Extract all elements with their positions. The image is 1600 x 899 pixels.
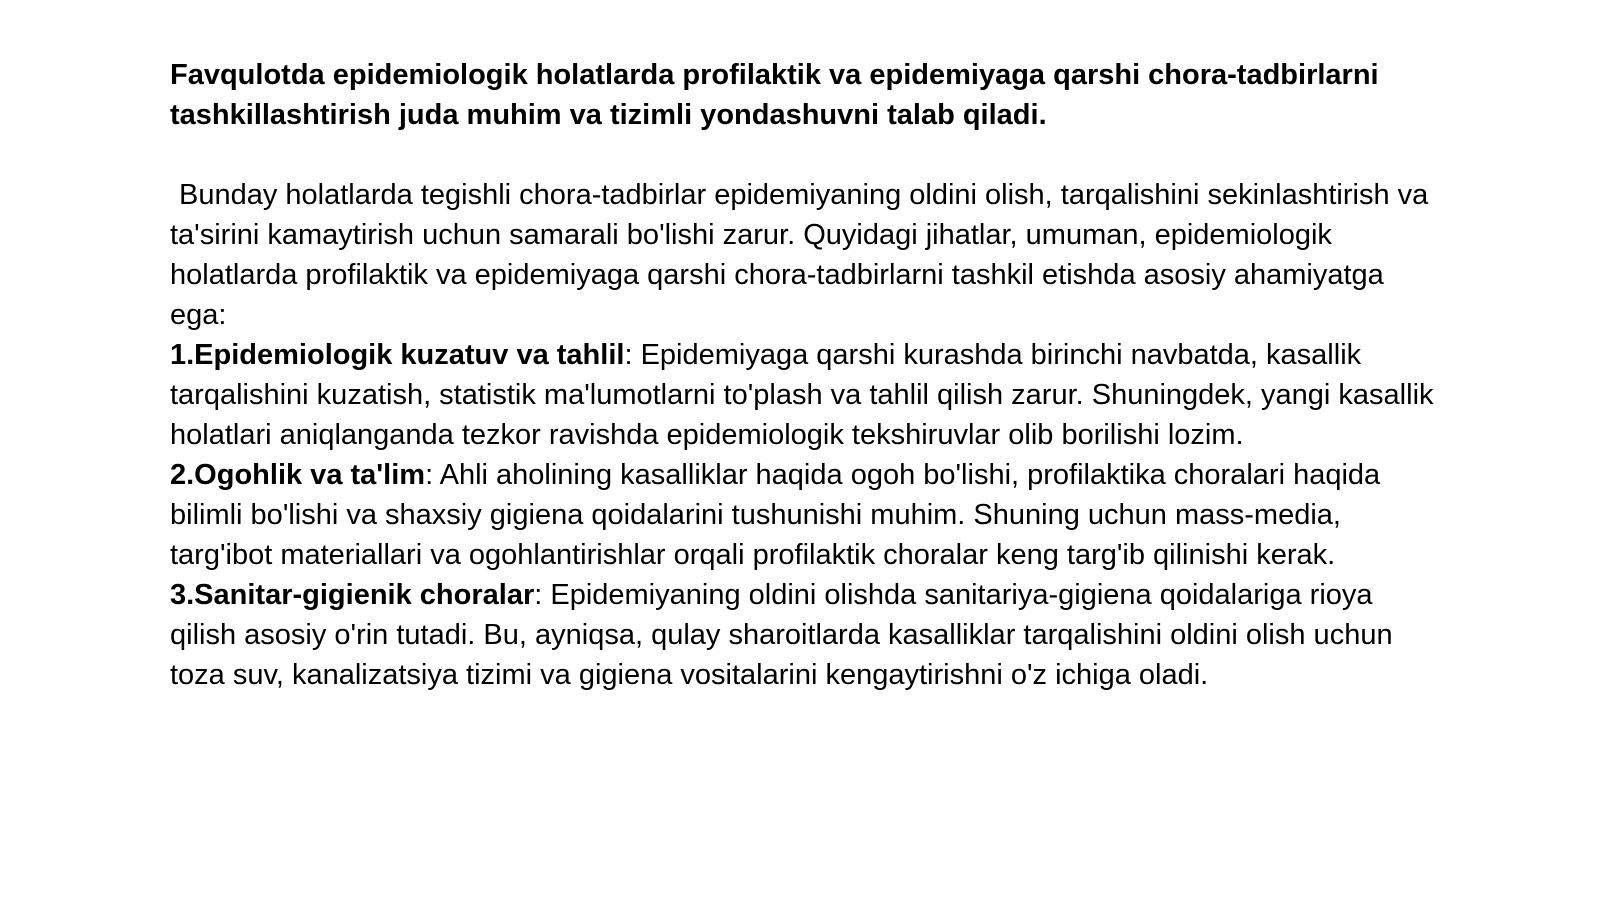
list-item-text: : Epidemiyaning oldini olishda sanitariya-gigiena qoidalariga rioya qilish asosiy o'rin tutadi. Bu, ayniqsa, qulay sharoitlarda kasalliklar tarqalishini oldini olish uchun toza suv, kanalizatsiya tizimi va gigiena vositalarini kengaytirishni o'z ichiga oladi. <box>170 579 1393 691</box>
list-item <box>170 335 1440 455</box>
list-item-text: : Epidemiyaga qarshi kurashda birinchi navbatda, kasallik tarqalishini kuzatish, statistik ma'lumotlarni to'plash va tahlil qilish zarur. Shuningdek, yangi kasallik holatlari aniqlanganda tezkor ravishda epidemiologik tekshiruvlar olib borilishi lozim. <box>170 339 1434 451</box>
slide-content <box>170 55 1440 695</box>
list-item <box>170 455 1440 575</box>
list-item-title: 2.Ogohlik va ta'lim <box>170 459 426 491</box>
list-item-title: 3.Sanitar-gigienik choralar <box>170 579 535 611</box>
list-item-text: : Ahli aholining kasalliklar haqida ogoh bo'lishi, profilaktika choralari haqida bilimli bo'lishi va shaxsiy gigiena qoidalarini tushunishi muhim. Shuning uchun mass-media, targ'ibot materiallari va ogohlantirishlar orqali profilaktik choralar keng targ'ib qilinishi kerak. <box>170 459 1381 571</box>
slide-heading: Favqulotda epidemiologik holatlarda profilaktik va epidemiyaga qarshi chora-tadbirlarni tashkillashtirish juda muhim va tizimli yondashuvni talab qiladi. <box>170 59 1379 131</box>
list-item <box>170 575 1440 695</box>
intro-paragraph: Bunday holatlarda tegishli chora-tadbirlar epidemiyaning oldini olish, tarqalishini sekinlashtirish va ta'sirini kamaytirish uchun samarali bo'lishi zarur. Quyidagi jihatlar, umuman, epidemiologik holatlarda profilaktik va epidemiyaga qarshi chora-tadbirlarni tashkil etishda asosiy ahamiyatga ega: <box>170 179 1429 331</box>
list-item-title: 1.Epidemiologik kuzatuv va tahlil <box>170 339 625 371</box>
